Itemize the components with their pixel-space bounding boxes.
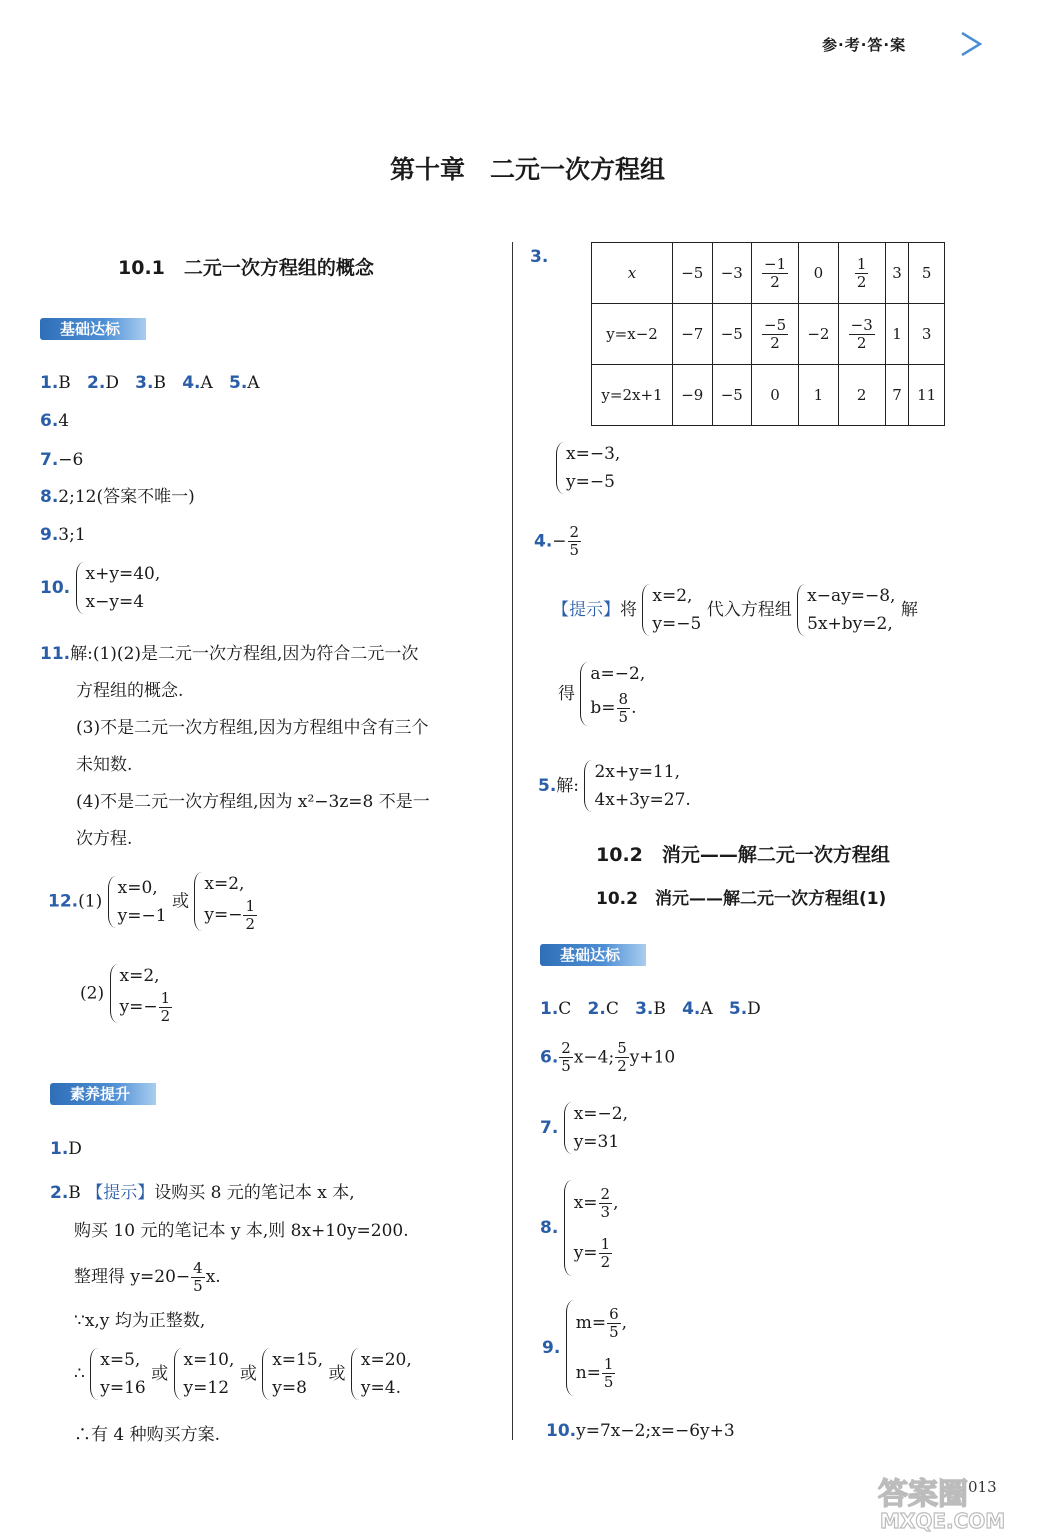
answer-r5: 5.解: 2x+y=11, 4x+3y=27. <box>538 758 691 814</box>
page-number: 013 <box>968 1478 997 1496</box>
running-header: 参·考·答·案 <box>822 36 907 54</box>
answer-12-1: 12.(1) x=0, y=−1 或 x=2, y=− $\frac{1}{2}$ <box>48 870 258 933</box>
chevron-right-icon <box>958 30 984 58</box>
answer-8: 8.2;12(答案不唯一) <box>40 487 195 507</box>
answer-r3-number: 3. <box>530 247 549 267</box>
answer-6: 6.4 <box>40 411 70 431</box>
subsection-title-10-2-1: 10.2 消元——解二元一次方程组(1) <box>596 889 887 909</box>
answer-r-10: 10.y=7x−2;x=−6y+3 <box>546 1421 735 1441</box>
answer-12-2: (2) x=2, y=− $\frac{1}{2}$ <box>80 962 173 1025</box>
table-row: y=x−2 −7 −5 $\frac{-5}{2}$ −2 $\frac{-3}{2}$ 1 3 <box>592 304 945 365</box>
table-row: x −5 −3 $\frac{-1}{2}$ 0 $\frac{1}{2}$ 3 5 <box>592 243 945 304</box>
section-title-10-2: 10.2 消元——解二元一次方程组 <box>596 844 890 866</box>
values-table <box>591 242 945 426</box>
badge-advanced: 素养提升 <box>50 1083 156 1105</box>
answer-r3-solution: x=−3, y=−5 <box>556 440 620 496</box>
answer-r4-result: 得 a=−2, b= $\frac{8}{5}$ . <box>558 660 645 728</box>
badge-basic-right: 基础达标 <box>540 944 646 966</box>
answer-r-9: 9. m= $\frac{6}{5}$ , n= $\frac{1}{5}$ <box>542 1298 627 1398</box>
adv-answer-2-solutions: ∴ x=5, y=16 或 x=10, y=12 或 x=15, y=8 或 x=20, y=4. <box>74 1346 412 1402</box>
answer-r-6: 6. $\frac{2}{5}$ x−4; $\frac{5}{2}$ y+10 <box>540 1039 676 1075</box>
section-title-10-1: 10.1 二元一次方程组的概念 <box>118 257 374 279</box>
answer-10: 10. x+y=40, x−y=4 <box>40 560 160 616</box>
fraction-neg-three-halves: $\frac{-3}{2}$ <box>850 315 873 352</box>
adv-answer-1: 1.D <box>50 1139 82 1159</box>
svg-text:MXQE.COM: MXQE.COM <box>880 1509 1006 1532</box>
answer-9: 9.3;1 <box>40 525 86 545</box>
answer-r4-hint: 【提示】将 x=2, y=−5 代入方程组 x−ay=−8, 5x+by=2, 解 <box>552 582 918 638</box>
chapter-title: 第十章 二元一次方程组 <box>389 155 665 184</box>
adv-answer-2: 2.B 【提示】设购买 8 元的笔记本 x 本, 购买 10 元的笔记本 y 本,则 8x+10y=200. 整理得 y=20− $\frac{4}{5}$ x. ∵x,y 均为正整数, <box>50 1183 409 1331</box>
svg-text:答案圈: 答案圈 <box>878 1477 968 1512</box>
answers-right-row-1-5: 1.C 2.C 3.B 4.A 5.D <box>540 999 761 1019</box>
answers-row-1-5: 1.B 2.D 3.B 4.A 5.A <box>40 373 260 393</box>
table-row: y=2x+1 −9 −5 0 1 2 7 11 <box>592 365 945 426</box>
fraction-neg-five-halves: $\frac{-5}{2}$ <box>764 315 787 352</box>
answer-r-8: 8. x= $\frac{2}{3}$ , y= $\frac{1}{2}$ <box>540 1178 619 1278</box>
column-divider <box>512 242 513 1440</box>
answer-11: 11.解:(1)(2)是二元一次方程组,因为符合二元一次 方程组的概念. (3)不是二元一次方程组,因为方程组中含有三个 未知数. (4)不是二元一次方程组,因为 x²−3z=8 不是一 次方程. <box>40 644 430 849</box>
fraction-neg-half: $\frac{-1}{2}$ <box>764 254 787 291</box>
fraction-half: $\frac{1}{2}$ <box>856 254 867 291</box>
watermark-logo <box>872 1470 1047 1532</box>
adv-answer-2-conclusion: ∴有 4 种购买方案. <box>74 1425 221 1445</box>
answer-r4: 4.− $\frac{2}{5}$ <box>534 523 580 559</box>
badge-basic: 基础达标 <box>40 318 146 340</box>
answer-r-7: 7. x=−2, y=31 <box>540 1100 628 1156</box>
answer-7: 7.−6 <box>40 450 84 470</box>
